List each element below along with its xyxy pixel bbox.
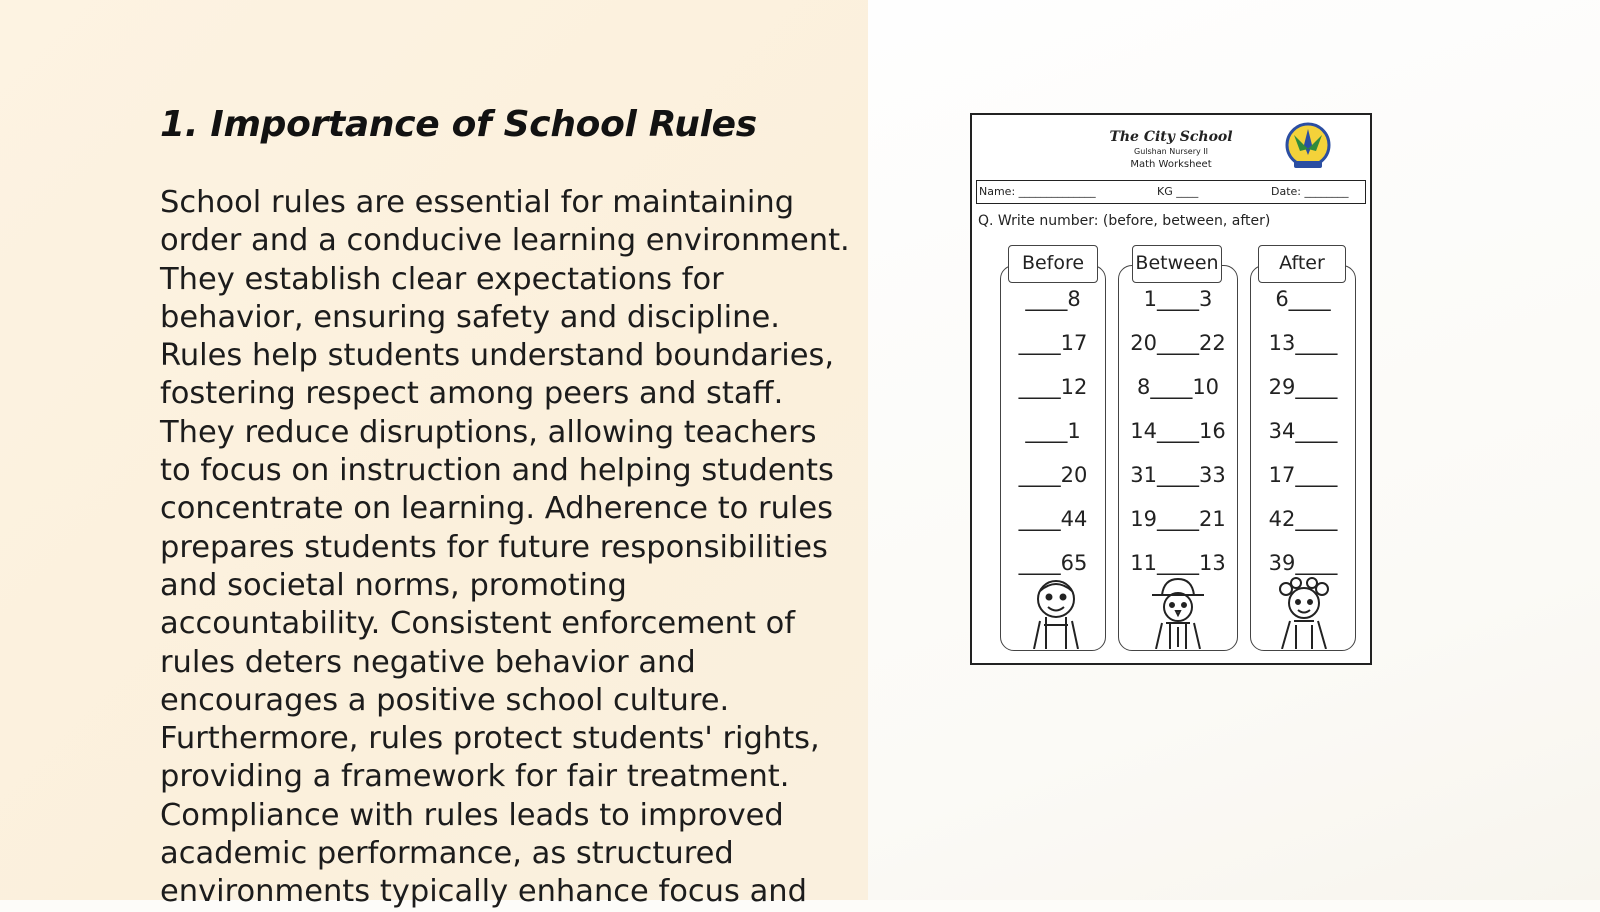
worksheet-type: Math Worksheet: [1130, 159, 1212, 170]
worksheet-date-field: Date: ________: [1271, 185, 1349, 198]
between-item: 1____3: [1143, 287, 1213, 311]
after-item: 39____: [1268, 551, 1338, 575]
after-item: 17____: [1268, 463, 1338, 487]
worksheet-name-field: Name: ______________: [979, 185, 1096, 198]
after-item: 34____: [1268, 419, 1338, 443]
worksheet-school-name: The City School: [1109, 129, 1233, 145]
after-item: 29____: [1268, 375, 1338, 399]
between-item: 14____16: [1130, 419, 1226, 443]
before-item: ____44: [1018, 507, 1088, 531]
girl-cartoon-icon: [1272, 577, 1336, 649]
worksheet-branch: Gulshan Nursery II: [1134, 147, 1208, 156]
between-item: 31____33: [1130, 463, 1226, 487]
worksheet-question: Q. Write number: (before, between, after): [978, 213, 1271, 229]
column-header-between: Between: [1132, 245, 1222, 283]
between-item: 8____10: [1136, 375, 1220, 399]
scarecrow-cartoon-icon: [1146, 577, 1210, 649]
between-item: 20____22: [1130, 331, 1226, 355]
before-item: ____12: [1018, 375, 1088, 399]
after-item: 13____: [1268, 331, 1338, 355]
after-item: 42____: [1268, 507, 1338, 531]
before-item: ____65: [1018, 551, 1088, 575]
between-item: 19____21: [1130, 507, 1226, 531]
column-header-after: After: [1258, 245, 1346, 283]
before-item: ____20: [1018, 463, 1088, 487]
before-item: ____17: [1018, 331, 1088, 355]
worksheet-info-row: [976, 180, 1366, 204]
worksheet-class-field: KG ____: [1157, 185, 1199, 198]
boy-cartoon-icon: [1024, 577, 1088, 649]
worksheet-image: [970, 113, 1372, 665]
school-logo-icon: [1282, 121, 1334, 173]
column-header-before: Before: [1008, 245, 1098, 283]
before-item: ____1: [1025, 419, 1081, 443]
slide-body-text: School rules are essential for maintaining order and a conducive learning environment. They establish clear expectations for behavior, ensuring safety and discipline. Rules help students understand boundaries, fostering respect among peers and staff. They reduce disruptions, allowing teachers to focus on instruction and helping students concentrate on learning. Adherence to rules prepares students for future responsibilities and societal norms, promoting accountability. Consistent enforcement of rules deters negative behavior and encourages a positive school culture. Furthermore, rules protect students' rights, providing a framework for fair treatment. Compliance with rules leads to improved academic performance, as structured environments typically enhance focus and: [160, 185, 850, 910]
slide-title: 1. Importance of School Rules: [160, 104, 757, 145]
before-item: ____8: [1025, 287, 1081, 311]
between-item: 11____13: [1130, 551, 1226, 575]
after-item: 6____: [1275, 287, 1331, 311]
